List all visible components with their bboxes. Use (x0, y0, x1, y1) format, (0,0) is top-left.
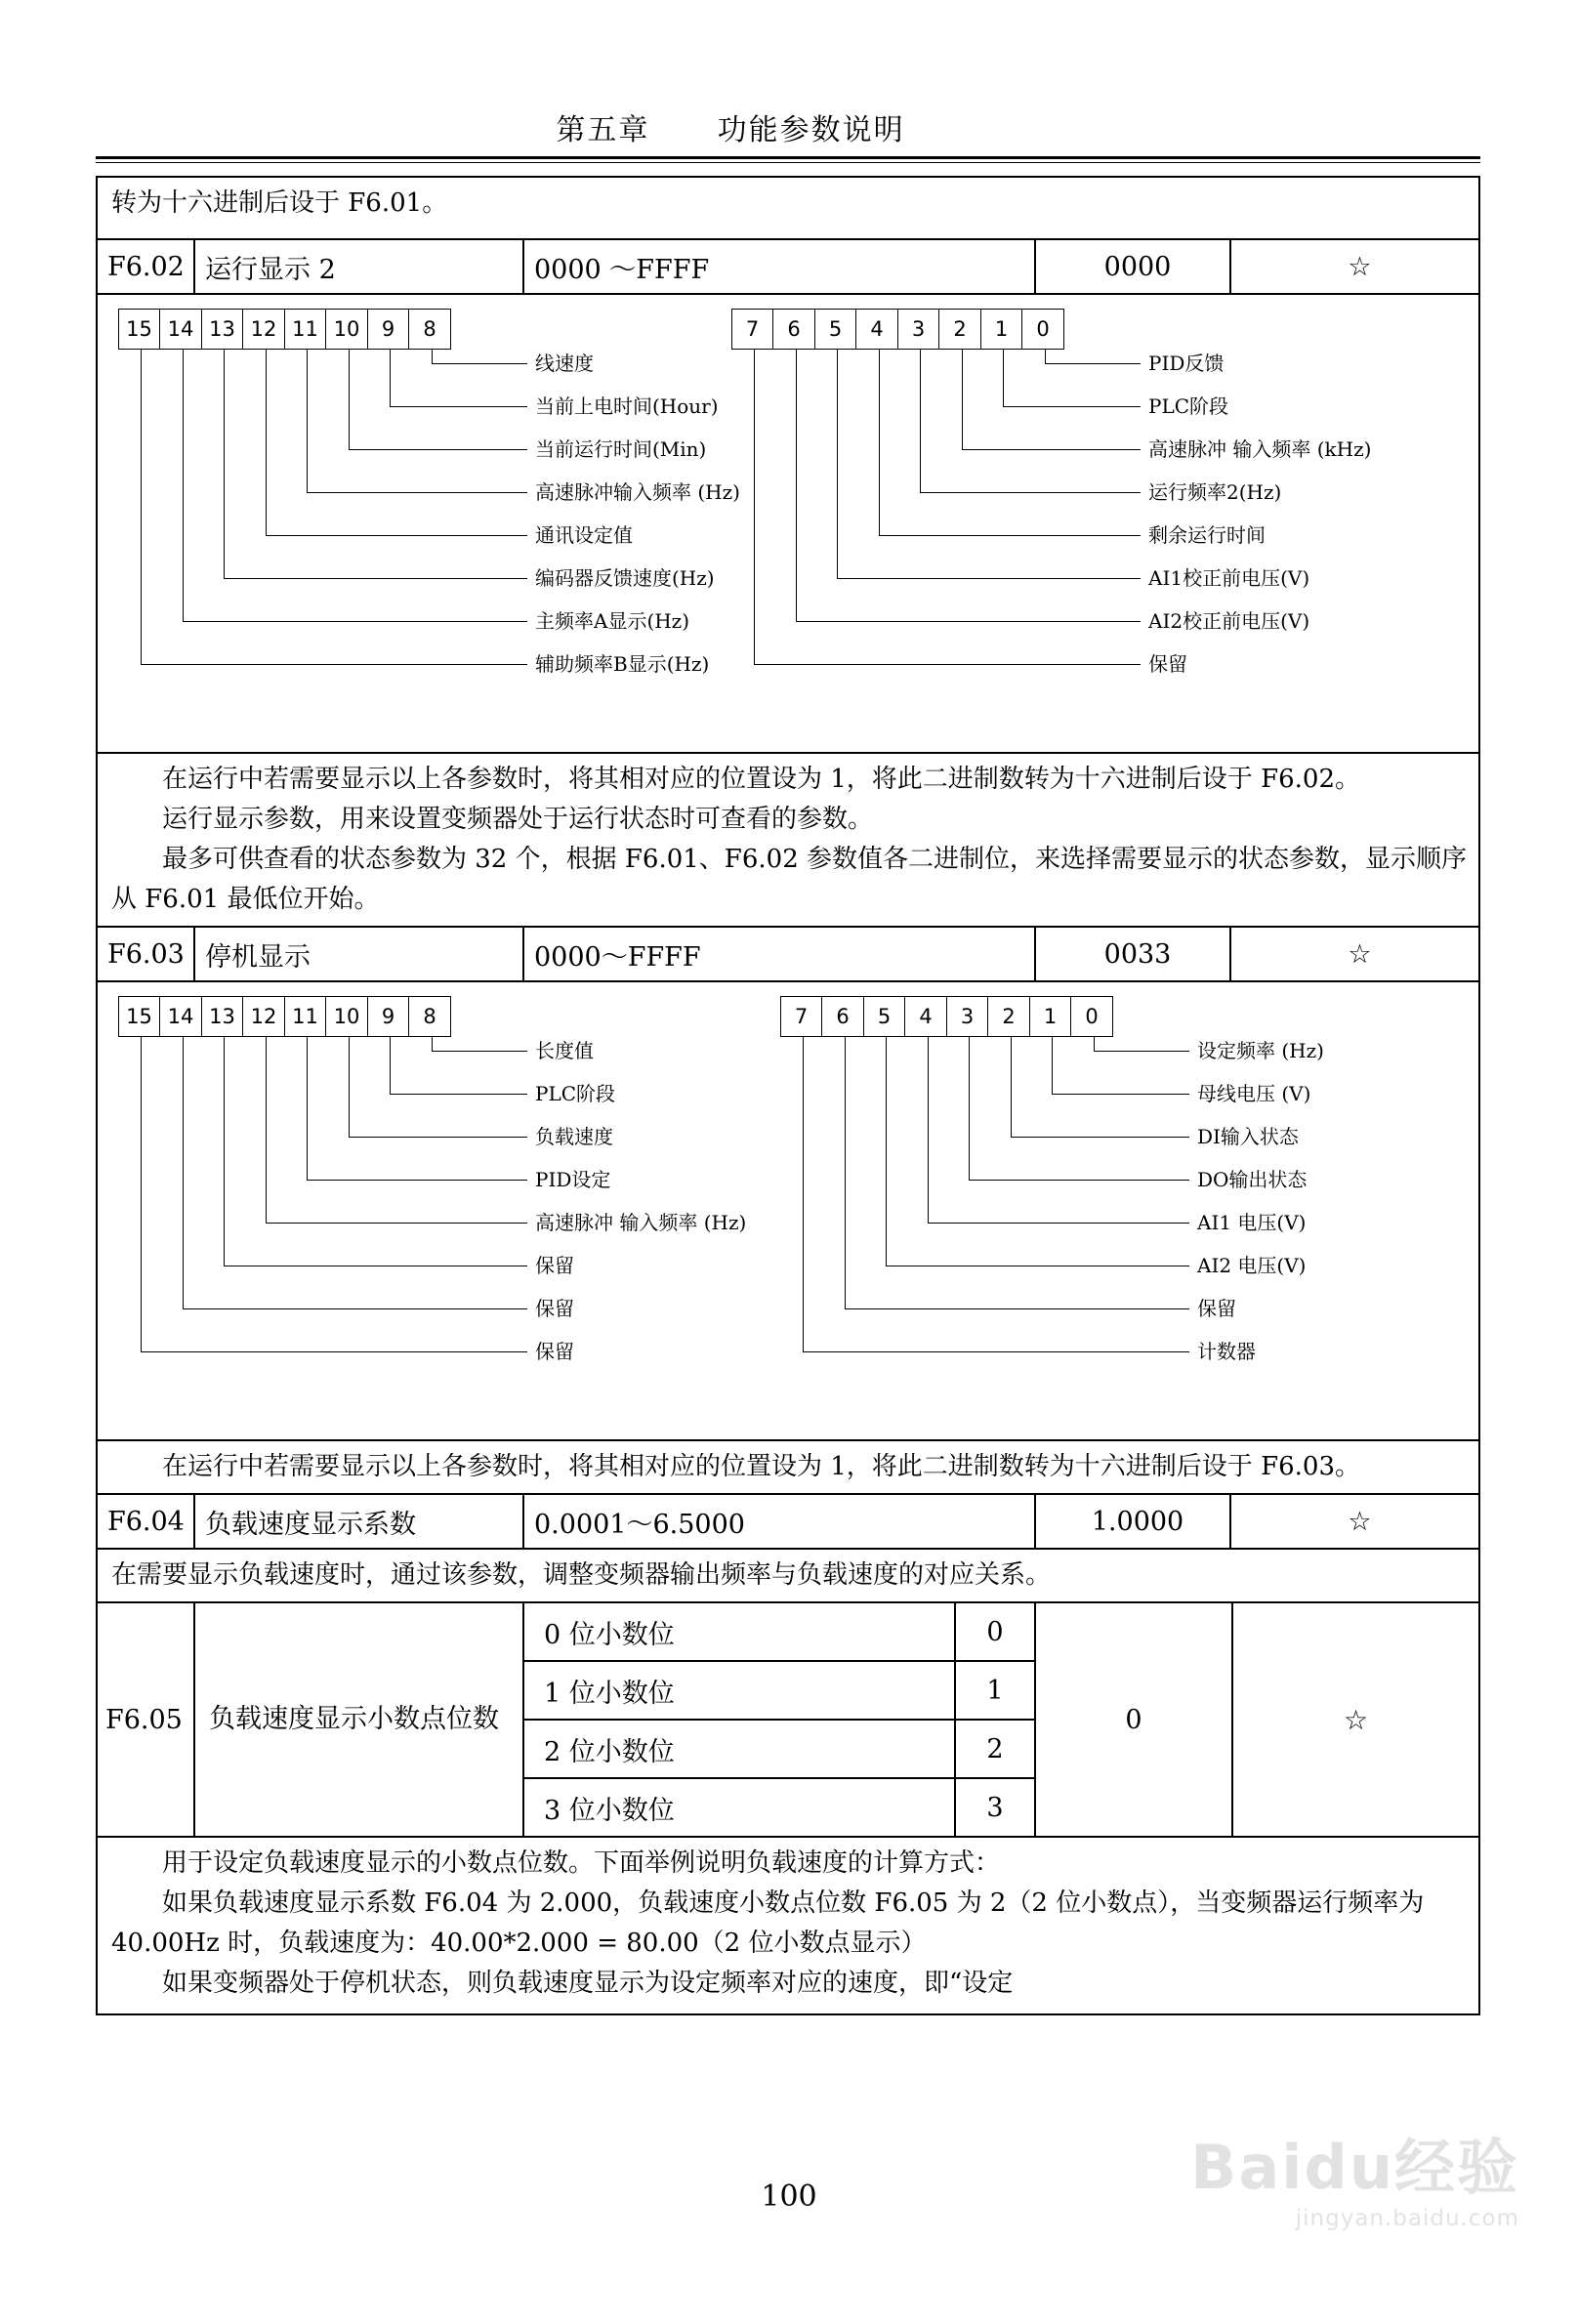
leader-line (837, 350, 838, 578)
param-default-f605: 0 (1036, 1603, 1233, 1836)
text-block-after-f604 (98, 1550, 1478, 1603)
leader-line (390, 406, 527, 407)
bit-cell: 3 (946, 996, 989, 1037)
leader-line (845, 1308, 1189, 1309)
watermark-brand: Baidu经验 (1190, 2132, 1519, 2203)
param-mark-f602: ☆ (1348, 251, 1372, 282)
leader-line (266, 350, 267, 535)
param-name-f604: 负载速度显示系数 (195, 1495, 524, 1548)
paragraph: 在运行中若需要显示以上各参数时，将其相对应的位置设为 1，将此二进制数转为十六进制后设于 F6.03。 (162, 1452, 1361, 1481)
leader-line (962, 449, 1141, 450)
leader-line (141, 1351, 527, 1352)
bit-label-low-6: 保留 (1197, 1297, 1236, 1320)
leader-line (1011, 1137, 1189, 1138)
bit-label-high-9: PLC阶段 (535, 1082, 616, 1105)
bit-label-low-5: AI2 电压(V) (1197, 1254, 1307, 1277)
bit-cell: 7 (731, 309, 774, 350)
leader-line (796, 621, 1141, 622)
leader-line (390, 1037, 391, 1094)
bit-label-high-11: 高速脉冲输入频率 (Hz) (535, 480, 740, 504)
option-row[interactable] (524, 1662, 1034, 1721)
bit-label-high-12: 高速脉冲 输入频率 (Hz) (535, 1211, 747, 1234)
bit-label-low-2: 高速脉冲 输入频率 (kHz) (1148, 437, 1372, 461)
leader-line (183, 621, 527, 622)
bit-cell: 9 (367, 996, 410, 1037)
param-code-f604: F6.04 (98, 1495, 195, 1548)
paragraph: 在运行中若需要显示以上各参数时，将其相对应的位置设为 1，将此二进制数转为十六进制后设于 F6.02。 (162, 765, 1361, 794)
leader-line (1045, 350, 1046, 363)
bit-cell: 7 (780, 996, 823, 1037)
bit-cell: 13 (201, 309, 244, 350)
bit-label-high-9: 当前上电时间(Hour) (535, 394, 719, 418)
bit-boxes-low-f602 (732, 309, 1064, 350)
option-value: 3 (986, 1792, 1004, 1823)
bit-cell: 4 (904, 996, 947, 1037)
leader-line (754, 664, 1141, 665)
leader-line (837, 578, 1141, 579)
bit-cell: 0 (1070, 996, 1113, 1037)
text-block-after-f603 (98, 1441, 1478, 1495)
leader-line (1094, 1037, 1095, 1051)
bit-cell: 13 (201, 996, 244, 1037)
bit-label-low-4: 剩余运行时间 (1148, 523, 1266, 547)
param-mark-f604: ☆ (1348, 1506, 1372, 1537)
leader-line (141, 350, 142, 664)
leader-line (390, 350, 391, 406)
bit-cell: 4 (855, 309, 898, 350)
paragraph: 如果负载速度显示系数 F6.04 为 2.000，负载速度小数点位数 F6.05 为 2（2 位小数点），当变频器运行频率为 40.00Hz 时，负载速度为：40.00*2.000 = 80.00（2 位小数点显示） (111, 1888, 1425, 1958)
leader-line (224, 350, 225, 578)
bit-cell: 1 (1029, 996, 1072, 1037)
option-label: 3 位小数位 (524, 1779, 956, 1836)
leader-line (307, 492, 527, 493)
leader-line (349, 449, 527, 450)
bit-label-high-10: 当前运行时间(Min) (535, 437, 707, 461)
leader-line (845, 1037, 846, 1308)
bit-label-low-1: PLC阶段 (1148, 394, 1229, 418)
intro-row (98, 178, 1478, 240)
paragraph: 运行显示参数，用来设置变频器处于运行状态时可查看的参数。 (162, 805, 874, 834)
bit-label-low-7: 计数器 (1197, 1340, 1256, 1363)
bit-cell: 1 (980, 309, 1023, 350)
leader-line (1052, 1094, 1189, 1095)
bit-label-low-0: 设定频率 (Hz) (1197, 1039, 1324, 1062)
bit-cell: 14 (159, 996, 202, 1037)
leader-line (969, 1037, 970, 1180)
bit-cell: 15 (118, 996, 161, 1037)
param-row-f602 (98, 240, 1478, 295)
parameter-table (96, 176, 1480, 2015)
paragraph: 最多可供查看的状态参数为 32 个，根据 F6.01、F6.02 参数值各二进制位，来选择需要显示的状态参数，显示顺序从 F6.01 最低位开始。 (111, 845, 1468, 914)
bit-cell: 12 (242, 996, 285, 1037)
leader-line (224, 578, 527, 579)
param-row-f605 (98, 1603, 1478, 1838)
param-name-f605: 负载速度显示小数点位数 (195, 1603, 524, 1836)
param-mark-f603: ☆ (1348, 938, 1372, 970)
bit-cell: 2 (938, 309, 981, 350)
text-block-after-f602 (98, 754, 1478, 928)
leader-line (886, 1037, 887, 1266)
param-options-f605 (524, 1603, 1036, 1836)
bit-cell: 6 (772, 309, 815, 350)
leader-line (266, 535, 527, 536)
header-rule (96, 156, 1480, 159)
param-name-f602: 运行显示 2 (195, 240, 524, 293)
leader-line (224, 1037, 225, 1266)
leader-line (349, 350, 350, 449)
param-default-f602: 0000 (1036, 240, 1231, 293)
leader-line (928, 1037, 929, 1223)
leader-line (803, 1351, 1189, 1352)
bit-label-high-8: 长度值 (535, 1039, 594, 1062)
bit-cell: 2 (987, 996, 1030, 1037)
paragraph: 如果变频器处于停机状态，则负载速度显示为设定频率对应的速度，即“设定 (162, 1969, 1014, 1998)
option-label: 1 位小数位 (524, 1662, 956, 1719)
leader-line (1094, 1051, 1189, 1052)
leader-line (1045, 363, 1141, 364)
leader-line (920, 350, 921, 492)
bit-cell: 6 (821, 996, 864, 1037)
param-default-f604: 1.0000 (1036, 1495, 1231, 1548)
leader-line (796, 350, 797, 621)
leader-line (266, 1223, 527, 1224)
header-chapter: 第五章 (556, 113, 650, 147)
param-range-f603: 0000～FFFF (524, 928, 1036, 980)
param-code-f605: F6.05 (98, 1603, 195, 1836)
bit-label-high-14: 主频率A显示(Hz) (535, 609, 690, 633)
leader-line (141, 664, 527, 665)
param-row-f604 (98, 1495, 1478, 1550)
bit-diagram-f603 (98, 982, 1478, 1441)
header-title: 功能参数说明 (717, 113, 905, 147)
option-row[interactable] (524, 1779, 1034, 1836)
watermark (1190, 2119, 1519, 2231)
bit-label-high-10: 负载速度 (535, 1125, 613, 1148)
leader-line (1052, 1037, 1053, 1094)
header-rule-thin (96, 162, 1480, 163)
param-code-f603: F6.03 (98, 928, 195, 980)
leader-line (307, 350, 308, 492)
bit-label-high-13: 编码器反馈速度(Hz) (535, 566, 715, 590)
intro-text: 转为十六进制后设于 F6.01。 (111, 188, 448, 218)
text-block-after-f605 (98, 1838, 1478, 2013)
leader-line (183, 1308, 527, 1309)
page-number: 100 (761, 2179, 817, 2214)
leader-line (390, 1094, 527, 1095)
bit-label-high-14: 保留 (535, 1297, 574, 1320)
option-label: 2 位小数位 (524, 1721, 956, 1777)
leader-line (1003, 350, 1004, 406)
option-value: 2 (986, 1733, 1004, 1764)
bit-cell: 10 (325, 996, 368, 1037)
bit-label-high-11: PID设定 (535, 1168, 611, 1191)
bit-label-low-2: DI输入状态 (1197, 1125, 1299, 1148)
leader-line (962, 350, 963, 449)
leader-line (432, 363, 527, 364)
leader-line (754, 350, 755, 664)
bit-cell: 5 (863, 996, 906, 1037)
bit-boxes-high-f602 (119, 309, 451, 350)
leader-line (307, 1037, 308, 1180)
bit-cell: 12 (242, 309, 285, 350)
leader-line (432, 1051, 527, 1052)
bit-label-low-5: AI1校正前电压(V) (1148, 566, 1310, 590)
option-row[interactable] (524, 1721, 1034, 1779)
bit-label-low-4: AI1 电压(V) (1197, 1211, 1307, 1234)
leader-line (349, 1037, 350, 1137)
param-mark-f605: ☆ (1343, 1703, 1369, 1736)
leader-line (141, 1037, 142, 1351)
param-code-f602: F6.02 (98, 240, 195, 293)
bit-label-high-12: 通讯设定值 (535, 523, 633, 547)
page-header (0, 105, 1578, 148)
bit-cell: 3 (897, 309, 940, 350)
leader-line (307, 1180, 527, 1181)
bit-label-high-15: 保留 (535, 1340, 574, 1363)
bit-boxes-high-f603 (119, 996, 451, 1037)
leader-line (928, 1223, 1189, 1224)
leader-line (432, 350, 433, 363)
leader-line (879, 350, 880, 535)
leader-line (969, 1180, 1189, 1181)
bit-label-low-1: 母线电压 (V) (1197, 1082, 1311, 1105)
option-label: 0 位小数位 (524, 1603, 956, 1660)
param-default-f603: 0033 (1036, 928, 1231, 980)
bit-cell: 11 (284, 309, 327, 350)
bit-label-high-8: 线速度 (535, 352, 594, 375)
bit-label-low-7: 保留 (1148, 652, 1187, 676)
leader-line (183, 350, 184, 621)
param-row-f603 (98, 928, 1478, 982)
leader-line (920, 492, 1141, 493)
leader-line (183, 1037, 184, 1308)
bit-label-high-15: 辅助频率B显示(Hz) (535, 652, 710, 676)
bit-cell: 8 (408, 996, 451, 1037)
paragraph: 在需要显示负载速度时，通过该参数，调整变频器输出频率与负载速度的对应关系。 (111, 1560, 1052, 1590)
bit-cell: 5 (814, 309, 857, 350)
paragraph: 用于设定负载速度显示的小数点位数。下面举例说明负载速度的计算方式： (162, 1848, 1001, 1878)
watermark-url: jingyan.baidu.com (1295, 2206, 1519, 2231)
leader-line (266, 1037, 267, 1223)
param-name-f603: 停机显示 (195, 928, 524, 980)
param-range-f604: 0.0001～6.5000 (524, 1495, 1036, 1548)
bit-label-low-0: PID反馈 (1148, 352, 1225, 375)
option-value: 0 (986, 1616, 1004, 1647)
option-row[interactable] (524, 1603, 1034, 1662)
bit-cell: 10 (325, 309, 368, 350)
leader-line (803, 1037, 804, 1351)
option-value: 1 (986, 1675, 1004, 1706)
bit-cell: 11 (284, 996, 327, 1037)
leader-line (1003, 406, 1141, 407)
bit-label-high-13: 保留 (535, 1254, 574, 1277)
bit-cell: 0 (1021, 309, 1064, 350)
bit-cell: 15 (118, 309, 161, 350)
bit-boxes-low-f603 (781, 996, 1113, 1037)
bit-cell: 9 (367, 309, 410, 350)
leader-line (1011, 1037, 1012, 1137)
leader-line (349, 1137, 527, 1138)
bit-label-low-6: AI2校正前电压(V) (1148, 609, 1310, 633)
bit-label-low-3: 运行频率2(Hz) (1148, 480, 1282, 504)
leader-line (879, 535, 1141, 536)
bit-cell: 14 (159, 309, 202, 350)
bit-diagram-f602 (98, 295, 1478, 754)
param-range-f602: 0000 ～FFFF (524, 240, 1036, 293)
bit-cell: 8 (408, 309, 451, 350)
bit-label-low-3: DO输出状态 (1197, 1168, 1308, 1191)
leader-line (432, 1037, 433, 1051)
